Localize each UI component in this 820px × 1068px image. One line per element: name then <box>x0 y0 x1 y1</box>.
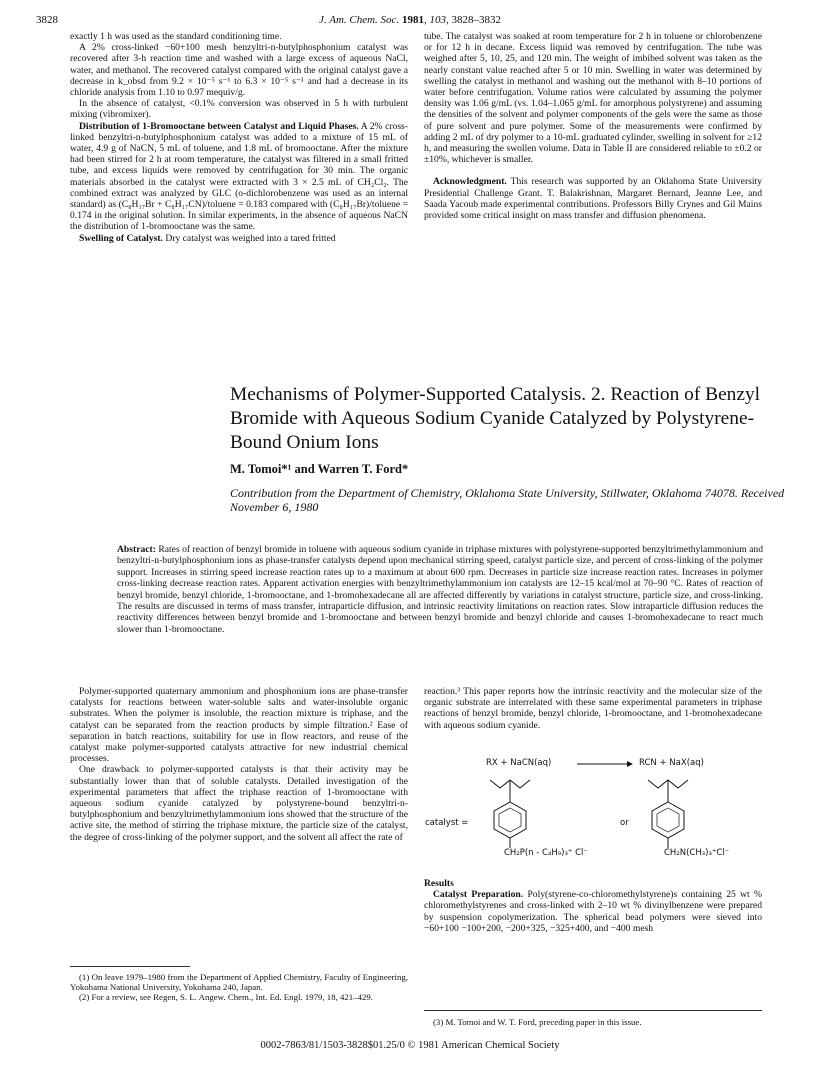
section-heading: Swelling of Catalyst. <box>79 232 163 244</box>
page-number: 3828 <box>36 14 58 26</box>
paragraph: A 2% cross-linked −60+100 mesh benzyltri-n-butylphosphonium catalyst was recovered after 3-h reaction time and washed with a large excess of aqueous NaCl, water, and methanol. The recovered catalyst compared with the original catalyst gave a decrease in k_obsd from 9.2 × 10⁻⁵ s⁻¹ to 6.3 × 10⁻⁵ s⁻¹ and had a decrease in its chloride analysis from 1.10 to 0.97 mequiv/g. <box>70 42 408 99</box>
abstract-text: Rates of reaction of benzyl bromide in toluene with aqueous sodium cyanide in triphase mixtures with polystyrene-supported benzyltrimethylammonium and benzyltri-n-butylphosphonium ions as phase-transfer catalysts depend upon mechanical stirring speed, catalyst particle size, and percent of cross-linking of the polymer support. Increases in stirring speed increase reaction rates up to a maximum at about 600 rpm. Decreases in particle size increase reaction rates. Increases in polymer cross-linking decrease reaction rates. Apparent activation energies with benzyltrimethylammonium ion catalysts are 12–15 kcal/mol at 70–90 °C. Rates of reaction of benzyl bromide, benzyl chloride, 1-bromooctane, and 1-bromohexadecane all are affected differently by variations in catalyst structure, particle size, and cross-linking. The results are discussed in terms of mass transfer, intraparticle diffusion, and intrinsic reactivity limitations on reaction rates. Slow intraparticle diffusion reduces the reactivity differences between benzyl bromide and 1-bromooctane and between benzyl bromide and benzyl chloride and causes 1-bromohexadecane to react much slower than 1-bromooctane. <box>117 544 763 635</box>
footnote: (3) M. Tomoi and W. T. Ford, preceding paper in this issue. <box>433 1017 642 1027</box>
body-left-column <box>70 686 408 843</box>
phosphonium-substituent: CH₂P(n - C₄H₉)₃⁺ Cl⁻ <box>504 848 588 858</box>
footnote-rule <box>424 1010 762 1011</box>
catalyst-label: catalyst = <box>425 818 469 828</box>
ammonium-substituent: CH₂N(CH₃)₃⁺Cl⁻ <box>664 848 730 858</box>
journal-name: J. Am. Chem. Soc. <box>319 14 400 26</box>
reaction-right: RCN + NaX(aq) <box>639 758 704 768</box>
paragraph: Polymer-supported quaternary ammonium and phosphonium ions are phase-transfer catalysts for reactions between water-soluble salts and water-insoluble organic substrates. When the polymer is insoluble, the reaction mixture is triphase, and the catalyst can be separated from the reaction products by simple filtration.² Ease of separation in batch reactions, suitability for use in flow reactors, and reuse of the catalyst make polymer-supported catalysts attractive for new industrial chemical processes. <box>70 686 408 765</box>
paragraph: Catalyst Preparation. Poly(styrene-co-chloromethylstyrene)s containing 25 wt % chloromethylstyrenes and cross-linked with 2–10 wt % divinylbenzene were prepared by suspension copolymerization. The spherical bead polymers were sieved into −60+100 −100+200, −200+325, −325+400, and −400 mesh <box>424 889 762 934</box>
ammonium-structure <box>638 772 718 852</box>
section-heading: Distribution of 1-Bromooctane between Catalyst and Liquid Phases. <box>79 120 359 132</box>
reaction-left: RX + NaCN(aq) <box>486 758 552 768</box>
phosphonium-structure <box>480 772 560 852</box>
footnotes-right <box>424 1017 762 1027</box>
paragraph: In the absence of catalyst, <0.1% conversion was observed in 5 h with turbulent mixing (vibromixer). <box>70 98 408 121</box>
article-title: Mechanisms of Polymer-Supported Catalysis. 2. Reaction of Benzyl Bromide with Aqueous Sodium Cyanide Catalyzed by Polystyrene-Bound Onium Ions <box>230 384 761 453</box>
results-section <box>424 878 762 934</box>
journal-citation: J. Am. Chem. Soc. 1981, 103, 3828–3832 <box>319 14 501 26</box>
footnote: (1) On leave 1979–1980 from the Department of Applied Chemistry, Faculty of Engineering, Yokohama National University, Yokohama 240, Japan. <box>70 972 408 992</box>
abstract <box>117 544 763 635</box>
reaction-arrow <box>575 758 635 770</box>
prev-article-right-column <box>424 31 762 221</box>
paragraph: reaction.³ This paper reports how the intrinsic reactivity and the molecular size of the organic substrate are interrelated with these same experimental parameters in triphase reactions of benzyl bromide, benzyl chloride, 1-bromooctane, and 1-bromohexadecane with aqueous sodium cyanide. <box>424 686 762 731</box>
footnote-rule <box>70 966 190 967</box>
acknowledgment-heading: Acknowledgment. <box>433 176 507 188</box>
abstract-heading: Abstract: <box>117 544 156 555</box>
paragraph: exactly 1 h was used as the standard conditioning time. <box>70 31 282 42</box>
paragraph: Distribution of 1-Bromooctane between Catalyst and Liquid Phases. A 2% cross-linked benzyltri-n-butylphosphonium catalyst was added to a mixture of 15 mL of water, 4.9 g of NaCN, 5 mL of toluene, and 1.8 mL of bromooctane. After the mixture had been stirred for 2 h at room temperature, the catalyst was filtered in a small fritted tube, and excess liquids were removed by centrifugation for 30 min. The organic materials absorbed in the catalyst were extracted with 3 × 2.5 mL of CH₂Cl₂. The combined extract was analyzed by GLC (o-dichlorobenzene was used as an internal standard) as (C₈H₁₇Br + C₈H₁₇CN)/toluene = 0.183 compared with (C₈H₁₇Br)/toluene = 0.174 in the original solution. In similar experiments, in the absence of aqueous NaCN the distribution of 1-bromooctane was the same. <box>70 120 408 233</box>
copyright-line: 0002-7863/81/1503-3828$01.25/0 © 1981 American Chemical Society <box>260 1040 560 1051</box>
footnote: (2) For a review, see Regen, S. L. Angew. Chem., Int. Ed. Engl. 1979, 18, 421–429. <box>79 992 373 1002</box>
journal-volume: 103 <box>429 14 446 26</box>
results-heading: Results <box>424 878 454 889</box>
journal-pages: 3828–3832 <box>451 14 501 26</box>
footnotes-left <box>70 972 408 1002</box>
article-affiliation: Contribution from the Department of Chemistry, Oklahoma State University, Stillwater, Oklahoma 74078. Received November 6, 1980 <box>230 486 785 514</box>
article-authors: M. Tomoi*¹ and Warren T. Ford* <box>230 462 409 476</box>
paragraph: One drawback to polymer-supported catalysts is that their activity may be substantially lower than that of soluble catalysts. Detailed investigation of the experimental parameters that affect the triphase reaction of 1-bromooctane with aqueous sodium cyanide catalyzed by polystyrene-bound benzyltri-n-butylphosphonium and benzyltrimethylammonium ions showed that the structure of the active site, the method of stirring the triphase mixture, the particle size of the catalyst, the degree of cross-linking of the polymer support, and the solvent all affect the rate of <box>70 764 408 843</box>
body-right-column <box>424 686 762 731</box>
paragraph: Swelling of Catalyst. Dry catalyst was weighed into a tared fritted <box>79 232 336 244</box>
section-heading: Catalyst Preparation. <box>433 889 524 901</box>
prev-article-left-column <box>70 31 408 244</box>
paragraph: tube. The catalyst was soaked at room temperature for 2 h in toluene or chlorobenzene or for 12 h in decane. Excess liquid was removed by centrifugation. The tube was weighed after 5, 10, 25, and 120 min. The weight of imbibed solvent was taken as the nearly constant value reached after 5 or 10 min. Swelling in water was determined by swelling the catalyst in methanol and washing out the methanol with 8–10 portions of water before centrifugation. Volume ratios were calculated by assuming the polymer density was 1.06 g/mL (vs. 1.04–1.065 g/mL for amorphous polystyrene) and assuming the densities of the solvent and polymer components of the gels were the same as those of pure solvent and pure polymer. Some of the measurements were confirmed by adding 2 mL of dry polymer to a 10-mL graduated cylinder, swelling in solvent for ≥12 h, and measuring the swollen volume. Data in Table II are considered reliable to ±0.2 or ±10%, whichever is smaller. <box>424 31 762 166</box>
or-label: or <box>620 818 629 828</box>
journal-year: 1981 <box>401 14 424 26</box>
paragraph: Acknowledgment. This research was supported by an Oklahoma State University Presidential Challenge Grant. T. Balakrishnan, Margaret Bernard, Jeanne Lee, and Saada Yacoub made experimental contributions. Professors Billy Crynes and Gil Mains provided some critical insight on mass transfer and diffusion phenomena. <box>424 176 762 222</box>
